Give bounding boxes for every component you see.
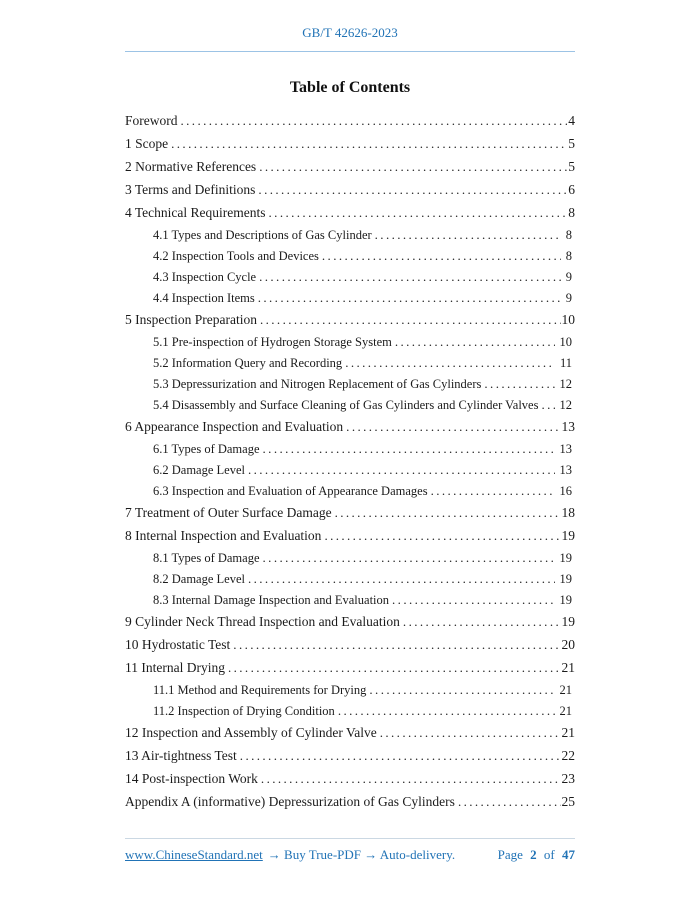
- toc-entry: [125, 137, 575, 151]
- toc-dot-leader: [263, 443, 555, 456]
- toc-dot-leader: [375, 229, 561, 242]
- toc-entry-label: 5 Inspection Preparation: [125, 312, 257, 327]
- toc-entry-page: 9: [565, 270, 572, 284]
- page-indicator: [494, 847, 575, 863]
- toc-entry-page: 19: [561, 528, 575, 543]
- page-title: Table of Contents: [289, 79, 411, 96]
- toc-entry-page: 19: [559, 572, 572, 586]
- toc-entry-label: 8.1 Types of Damage: [153, 551, 260, 565]
- toc-entry: [125, 313, 575, 327]
- toc-dot-leader: [228, 661, 561, 675]
- toc-entry: [125, 506, 575, 520]
- toc-entry: [125, 638, 575, 652]
- toc-dot-leader: [335, 506, 561, 520]
- toc-entry-label: 4.3 Inspection Cycle: [153, 270, 257, 284]
- toc-entry-label: 8.3 Internal Damage Inspection and Evaluation: [153, 593, 390, 607]
- toc-entry-page: 12: [559, 377, 572, 391]
- toc-dot-leader: [324, 529, 560, 543]
- toc-entry-page: 6: [568, 182, 575, 197]
- toc-dot-leader: [395, 336, 555, 349]
- toc-entry: [125, 399, 575, 412]
- toc-dot-leader: [171, 137, 567, 151]
- toc-dot-leader: [233, 638, 560, 652]
- toc-entry-label: 6.3 Inspection and Evaluation of Appearance Damages: [153, 484, 428, 498]
- footer-tagline: → Buy True-PDF → Auto-delivery.: [267, 847, 456, 862]
- toc-entry-page: 8: [565, 249, 572, 263]
- toc-entry-label: 14 Post-inspection Work: [125, 771, 258, 786]
- toc-entry-page: 21: [561, 725, 575, 740]
- toc-entry-label: 9 Cylinder Neck Thread Inspection and Evaluation: [125, 614, 400, 629]
- toc-entry: [125, 336, 575, 349]
- toc-entry: [125, 529, 575, 543]
- toc-entry-page: 21: [559, 683, 572, 697]
- toc-entry: [125, 684, 575, 697]
- toc-entry: [125, 726, 575, 740]
- toc-list: [125, 114, 575, 809]
- page-header: [0, 0, 700, 52]
- toc-entry-page: 8: [565, 228, 572, 242]
- toc-entry-label: 13 Air-tightness Test: [125, 748, 237, 763]
- toc-dot-leader: [261, 772, 561, 786]
- footer-row: [125, 847, 575, 863]
- toc-dot-leader: [263, 552, 555, 565]
- toc-entry: [125, 661, 575, 675]
- toc-entry-page: 18: [561, 505, 575, 520]
- toc-entry: [125, 573, 575, 586]
- toc-entry-page: 13: [559, 442, 572, 456]
- toc-entry-label: 5.4 Disassembly and Surface Cleaning of Gas Cylinders and Cylinder Valves: [153, 398, 539, 412]
- toc-entry-label: 6.2 Damage Level: [153, 463, 245, 477]
- page-label: Page: [497, 847, 523, 862]
- toc-entry: [125, 292, 575, 305]
- toc-entry: [125, 749, 575, 763]
- toc-dot-leader: [260, 313, 561, 327]
- toc-entry: [125, 160, 575, 174]
- doc-number: GB/T 42626-2023: [302, 25, 398, 40]
- toc-dot-leader: [369, 684, 554, 697]
- toc-dot-leader: [403, 615, 561, 629]
- toc-entry-label: 6 Appearance Inspection and Evaluation: [125, 419, 344, 434]
- toc-entry-label: 5.1 Pre-inspection of Hydrogen Storage System: [153, 335, 392, 349]
- toc-entry-page: 23: [561, 771, 575, 786]
- toc-dot-leader: [392, 594, 554, 607]
- toc-entry-page: 19: [561, 614, 575, 629]
- toc-entry-page: 4: [568, 113, 575, 128]
- toc-entry-page: 5: [568, 159, 575, 174]
- toc-entry: [125, 594, 575, 607]
- toc-entry-label: 10 Hydrostatic Test: [125, 637, 231, 652]
- toc-entry-label: 6.1 Types of Damage: [153, 442, 260, 456]
- toc-entry-label: 8 Internal Inspection and Evaluation: [125, 528, 322, 543]
- toc-entry: [125, 485, 575, 498]
- toc-entry-page: 16: [559, 484, 572, 498]
- toc-entry-label: 11.1 Method and Requirements for Drying: [153, 683, 367, 697]
- toc-entry: [125, 183, 575, 197]
- toc-entry: [125, 552, 575, 565]
- toc-entry-page: 19: [559, 593, 572, 607]
- toc-dot-leader: [269, 206, 568, 220]
- toc-dot-leader: [322, 250, 561, 263]
- toc-entry-label: 3 Terms and Definitions: [125, 182, 256, 197]
- toc-entry-label: 11 Internal Drying: [125, 660, 225, 675]
- toc-entry-page: 13: [559, 463, 572, 477]
- toc-entry-label: 5.2 Information Query and Recording: [153, 356, 343, 370]
- toc-entry: [125, 378, 575, 391]
- toc-entry-page: 13: [561, 419, 575, 434]
- toc-entry: [125, 229, 575, 242]
- toc-entry-page: 8: [568, 205, 575, 220]
- toc-entry-label: 2 Normative References: [125, 159, 257, 174]
- toc-entry-page: 12: [559, 398, 572, 412]
- toc-entry-page: 10: [561, 312, 575, 327]
- toc-entry: [125, 615, 575, 629]
- toc-entry-page: 22: [561, 748, 575, 763]
- toc-entry-page: 11: [559, 356, 572, 370]
- toc-dot-leader: [258, 292, 561, 305]
- toc-entry-label: 4.4 Inspection Items: [153, 291, 255, 305]
- toc-entry: [125, 357, 575, 370]
- toc-entry-page: 9: [565, 291, 572, 305]
- toc-dot-leader: [431, 485, 555, 498]
- toc-entry: [125, 206, 575, 220]
- toc-dot-leader: [248, 464, 555, 477]
- toc-entry: [125, 464, 575, 477]
- toc-dot-leader: [338, 705, 555, 718]
- toc-dot-leader: [259, 160, 567, 174]
- toc-dot-leader: [458, 795, 561, 809]
- toc-dot-leader: [259, 271, 561, 284]
- toc-entry-label: 1 Scope: [125, 136, 169, 151]
- toc-entry: [125, 250, 575, 263]
- footer-link[interactable]: www.ChineseStandard.net: [125, 847, 263, 862]
- toc-entry-page: 21: [559, 704, 572, 718]
- toc-dot-leader: [346, 420, 560, 434]
- toc-dot-leader: [181, 114, 568, 128]
- toc-entry: [125, 420, 575, 434]
- toc-entry-page: 5: [568, 136, 575, 151]
- toc-entry-label: 7 Treatment of Outer Surface Damage: [125, 505, 332, 520]
- toc-dot-leader: [248, 573, 555, 586]
- toc-dot-leader: [380, 726, 561, 740]
- toc-entry-page: 21: [561, 660, 575, 675]
- toc-entry-label: 4.1 Types and Descriptions of Gas Cylinder: [153, 228, 372, 242]
- toc-entry-label: 5.3 Depressurization and Nitrogen Replacement of Gas Cylinders: [153, 377, 482, 391]
- page-current: 2: [530, 847, 537, 862]
- toc-entry-page: 10: [559, 335, 572, 349]
- toc-entry-page: 25: [561, 794, 575, 809]
- header-rule: [125, 51, 575, 52]
- toc-entry: [125, 772, 575, 786]
- page-total: 47: [562, 847, 575, 862]
- toc-entry-label: 8.2 Damage Level: [153, 572, 245, 586]
- toc-dot-leader: [541, 399, 554, 412]
- toc-entry: [125, 795, 575, 809]
- toc-dot-leader: [258, 183, 567, 197]
- footer-rule: [125, 838, 575, 839]
- toc-entry-label: 11.2 Inspection of Drying Condition: [153, 704, 335, 718]
- toc-dot-leader: [484, 378, 554, 391]
- toc-dot-leader: [240, 749, 561, 763]
- toc-entry-label: 4.2 Inspection Tools and Devices: [153, 249, 319, 263]
- toc-entry-page: 19: [559, 551, 572, 565]
- footer-left: [125, 847, 455, 863]
- of-label: of: [543, 847, 555, 862]
- toc-entry-label: Appendix A (informative) Depressurization of Gas Cylinders: [125, 794, 455, 809]
- toc-entry: [125, 271, 575, 284]
- toc-entry-label: Foreword: [125, 113, 178, 128]
- page-footer: [125, 838, 575, 863]
- toc-entry: [125, 443, 575, 456]
- toc-entry-label: 4 Technical Requirements: [125, 205, 266, 220]
- toc-entry-label: 12 Inspection and Assembly of Cylinder Valve: [125, 725, 377, 740]
- toc-entry-page: 20: [561, 637, 575, 652]
- toc-entry: [125, 114, 575, 128]
- toc-dot-leader: [345, 357, 555, 370]
- toc-entry: [125, 705, 575, 718]
